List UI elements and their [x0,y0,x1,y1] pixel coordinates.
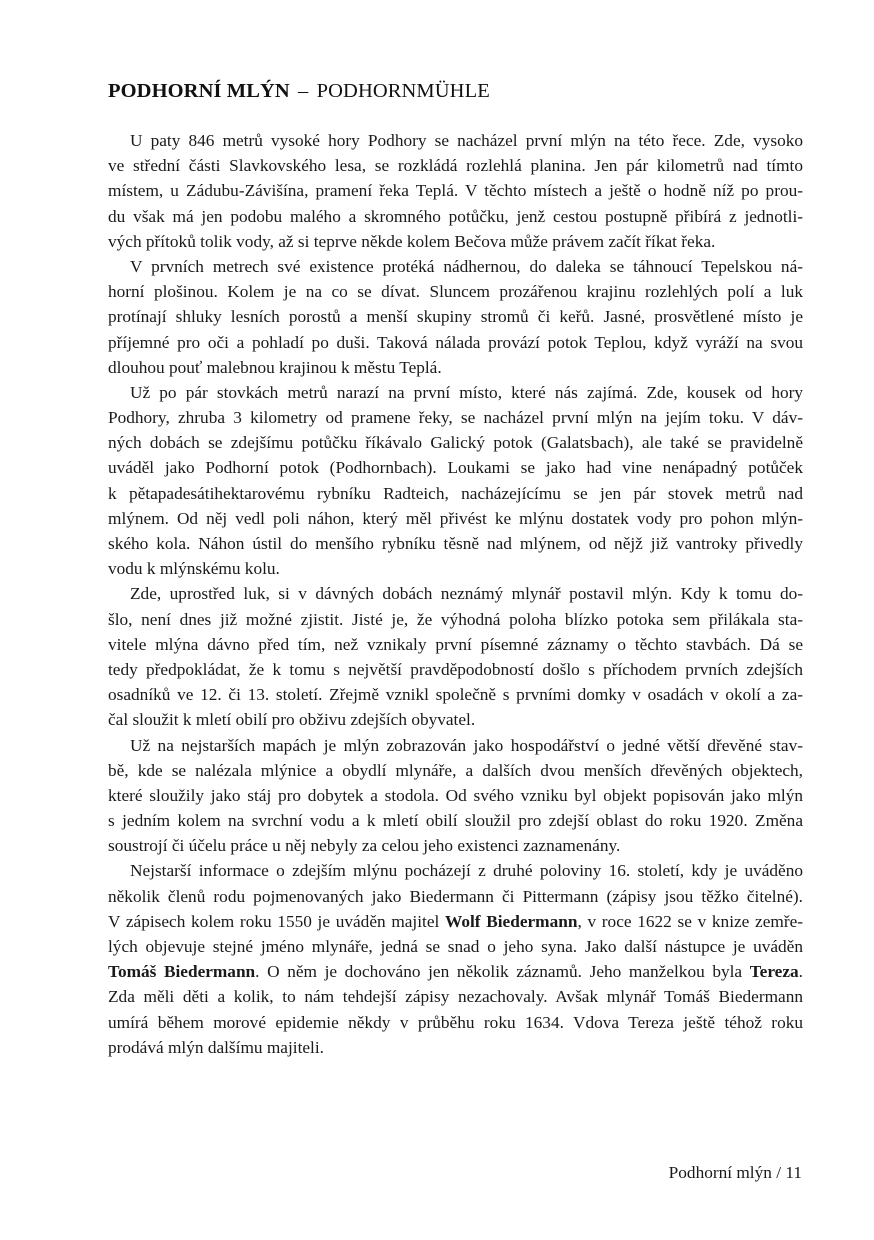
text-line [108,858,803,883]
text-segment: , v roce 1622 se v knize zemře- [577,911,803,931]
text-line [108,607,803,632]
paragraph [108,581,803,732]
text-segment: ve střední části Slavkovského lesa, se rozkládá rozlehlá planina. Jen pár kilometrů nad tímto [108,156,803,176]
text-segment: šlo, není dnes již možné zjistit. Jisté je, že výhodná poloha blízko potoka sem přilákala sta- [108,609,803,629]
text-segment: U paty 846 metrů vysoké hory Podhory se nacházel první mlýn na této řece. Zde, vysoko [130,131,803,150]
paragraph [108,858,803,1060]
text-segment: ných dobách se zdejšímu potůčku říkávalo Galický potok (Galatsbach), ale také se pravidelně [108,433,803,453]
text-segment: ského kola. Náhon ústil do menšího rybníku těsně nad mlýnem, od nějž již vantroky přivedly [108,534,803,553]
paragraph [108,380,803,582]
text-segment: k pětapadesátihektarovému rybníku Radteich, nacházejícímu se jen pár stovek metrů nad [108,483,803,503]
text-segment: uváděl jako Podhorní potok (Podhornbach). Loukami se jako had vine nenápadný potůček [108,458,803,478]
text-segment: vých přítoků tolik vody, až si teprve někde kolem Bečova může právem začít říkat řeka. [108,231,716,251]
text-line [108,783,803,808]
text-line [108,1010,803,1035]
bold-name: Tereza [749,962,799,982]
text-segment: tedy předpokládat, že k tomu s největší pravděpodobností došlo s příchodem prvních zdejších [108,659,803,679]
text-segment: umírá během morové epidemie někdy v průběhu roku 1634. Vdova Tereza ještě téhož roku [108,1012,803,1032]
text-line [108,1035,803,1060]
text-segment: Podhory, zhruba 3 kilometry od pramene řeky, se nacházel první mlýn na jejím toku. V dáv- [108,408,803,428]
text-segment: vitele mlýna dávno před tím, než vznikaly první písemné záznamy o těchto stavbách. Dá se [108,634,803,654]
paragraph [108,254,803,380]
text-line [108,884,803,909]
text-line [108,430,803,455]
text-line [108,632,803,657]
bold-name: Wolf Biedermann [445,911,578,931]
text-segment: V prvních metrech své existence protéká nádhernou, do daleka se táhnoucí Tepelskou ná- [130,256,803,276]
bold-name: Tomáš Biedermann [108,962,256,982]
text-segment: několik členů rodu pojmenovaných jako Biedermann či Pittermann (zápisy jsou těžko čitelné). [108,886,803,906]
text-line [108,833,803,858]
text-line [108,481,803,506]
text-line [108,682,803,707]
text-line [108,304,803,329]
text-segment: Už na nejstarších mapách je mlýn zobrazován jako hospodářství o jedné větší dřevěné stav- [130,735,803,755]
footer-separator: / [776,1163,782,1182]
text-line [108,707,803,732]
heading-czech-title: PODHORNÍ MLÝN [108,80,290,102]
paragraph [108,733,803,859]
text-segment: osadníků ve 12. či 13. století. Zřejmě vznikl společně s prvními domky v osadách v okolí a za- [108,685,803,705]
text-line [108,204,803,229]
text-line [108,355,803,380]
text-line [108,758,803,783]
text-line [108,279,803,304]
text-segment: bě, kde se nalézala mlýnice a obydlí mlynáře, a dalších dvou menších dřevěných objektech, [108,760,803,780]
heading-german-title: PODHORNMÜHLE [316,80,490,102]
text-segment: které sloužily jako stáj pro dobytek a stodola. Od svého vzniku byl objekt popisován jako mlýn [108,785,803,805]
text-line [108,455,803,480]
chapter-heading [108,80,490,103]
text-segment: . [798,962,803,982]
text-line [108,153,803,178]
text-line [108,128,803,153]
text-line [108,934,803,959]
text-segment: . O něm je dochováno jen několik záznamů. Jeho manželkou byla [255,962,750,982]
text-line [108,959,803,984]
text-line [108,556,803,581]
text-line [108,733,803,758]
text-segment: dlouhou pouť malebnou krajinou k městu Teplá. [108,357,442,377]
text-segment: vodu k mlýnskému kolu. [108,559,280,579]
text-line [108,657,803,682]
text-segment: Už po pár stovkách metrů narazí na první místo, které nás zajímá. Zde, kousek od hory [130,382,803,402]
running-title: Podhorní mlýn [668,1163,772,1182]
text-line [108,380,803,405]
text-line [108,330,803,355]
text-segment: mlýnem. Od něj vedl poli náhon, který měl přivést ke mlýnu dostatek vody pro pohon mlýn- [108,508,803,528]
text-segment: horní plošinou. Kolem je na co se dívat. Sluncem prozářenou krajinu rozlehlých polí a luk [108,282,803,302]
text-line [108,531,803,556]
text-line [108,254,803,279]
text-segment: du však má jen podobu malého a skromného potůčku, jenž cestou postupně přibírá z jednotli- [108,206,803,226]
page-number: 11 [785,1163,802,1182]
text-line [108,581,803,606]
text-segment: Zda měli děti a kolik, to nám tehdejší zápisy nezachovaly. Avšak mlynář Tomáš Biedermann [108,987,803,1007]
text-line [108,808,803,833]
text-segment: příjemné pro oči a pohladí po duši. Taková nálada provází potok Teplou, když vyráží na svou [108,332,803,352]
heading-separator: – [298,80,309,102]
text-segment: protínají shluky lesních porostů a menší skupiny stromů či keřů. Jasné, prosvětlené místo je [108,307,803,327]
body-text [108,128,803,1060]
text-segment: čal sloužit k mletí obilí pro obživu zdejších obyvatel. [108,710,476,730]
text-line [108,405,803,430]
text-line [108,909,803,934]
text-segment: s jedním kolem na svrchní vodu a k mletí obilí sloužil pro zdejší oblast do roku 1920. Změna [108,811,803,831]
text-segment: V zápisech kolem roku 1550 je uváděn majitel [108,911,446,931]
text-segment: Nejstarší informace o zdejším mlýnu pocházejí z druhé poloviny 16. století, kdy je uváděno [130,861,803,881]
paragraph [108,128,803,254]
text-segment: Zde, uprostřed luk, si v dávných dobách neznámý mlynář postavil mlýn. Kdy k tomu do- [130,584,803,604]
page-footer [669,1163,802,1183]
text-segment: lých objevuje stejné jméno mlynáře, jedná se snad o jeho syna. Jako další nástupce je uváděn [108,937,803,956]
text-line [108,506,803,531]
text-segment: místem, u Zádubu-Závišína, pramení řeka Teplá. V těchto místech a ještě o hodně níž po prou- [108,181,803,201]
text-line [108,178,803,203]
text-segment: prodává mlýn dalšímu majiteli. [108,1037,324,1057]
text-line [108,229,803,254]
text-line [108,984,803,1009]
text-segment: soustrojí či účelu práce u něj nebyly za celou jeho existenci zaznamenány. [108,836,621,856]
